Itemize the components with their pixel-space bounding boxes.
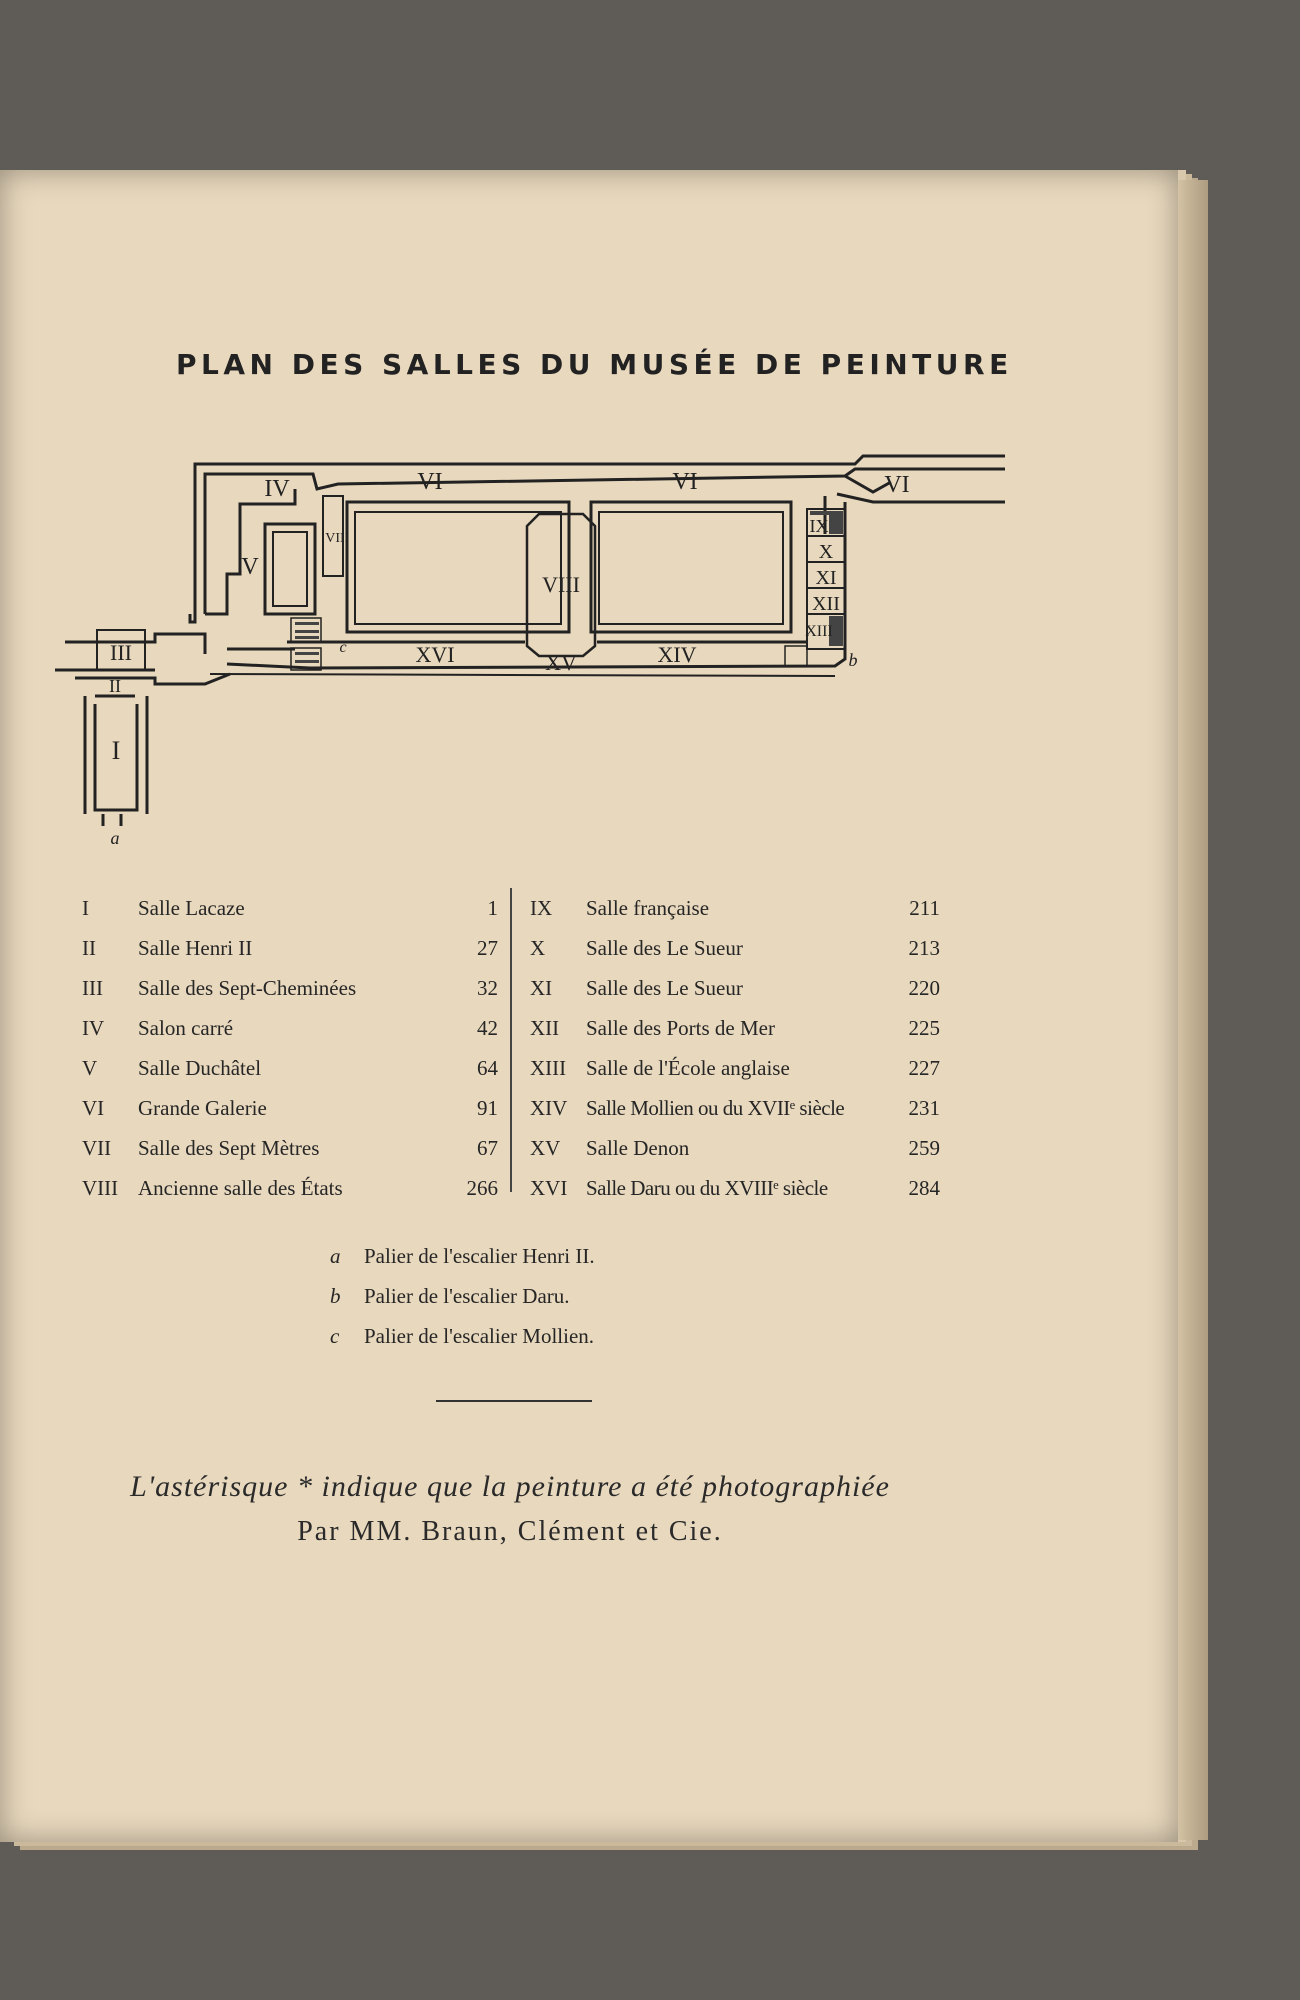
asterisk-note: L'astérisque * indique que la peinture a été photographiée [130, 1470, 890, 1503]
plan-label-viii: VIII [542, 572, 580, 597]
plan-label-iii: III [110, 640, 132, 665]
plan-label-b: b [848, 650, 858, 670]
plan-label-xvi: XVI [415, 642, 455, 667]
plan-label-ix: IX [809, 516, 829, 536]
plan-label-a: a [110, 828, 120, 848]
plan-label-ii: II [109, 676, 121, 696]
plan-label-iv: IV [264, 476, 290, 502]
plan-label-xiv: XIV [657, 642, 697, 667]
plan-label-v: V [241, 554, 259, 580]
landing-item: c Palier de l'escalier Mollien. [330, 1324, 595, 1348]
landing-item: b Palier de l'escalier Daru. [330, 1284, 570, 1308]
plan-label-xi: XI [815, 567, 837, 589]
plan-label-vi-3: VI [884, 472, 910, 498]
plan-label-xv: XV [545, 650, 577, 675]
column-divider [510, 888, 512, 1192]
plan-label-x: X [818, 541, 834, 563]
floor-plan [55, 434, 1015, 854]
plan-label-vi-2: VI [672, 469, 698, 495]
plan-label-c: c [339, 639, 347, 656]
book-page: PLAN DES SALLES DU MUSÉE DE PEINTURE IV VI VI VI V VII VIII IX X XI XII XIII III II I XVI XV XIV a b c I Salle Lacaze 1 II Salle Henri II 27 III Salle des Sept-Cheminées 32 IV Salon carré 42 V Salle Duchâtel 64 VI Grande Galerie 91 VII Salle des Sept Mètres 67 VIII Ancienne salle des États 266 IX Salle française 211 X Salle des Le Sueur 213 XI Salle des Le Sueur 220 XII Salle des Ports de Mer 225 XIII Salle de l'École anglaise 227 XIV Salle Mollien ou du XVIIᵉ siècle 231 XV Salle Denon 259 XVI Salle Daru ou du XVIIIᵉ siècle 284 a Palier de l'escalier Henri II. b Palier de l'escalier Daru. c Palier de l'escalier Mollien. L'astérisque * indique que la peinture a été photographiée Par MM. Braun, Clément et Cie. [0, 170, 1178, 1842]
plan-label-vii: VII [325, 531, 345, 546]
plan-label-xii: XII [812, 593, 840, 615]
plan-label-vi-1: VI [417, 469, 443, 495]
page-title: PLAN DES SALLES DU MUSÉE DE PEINTURE [176, 348, 1013, 381]
plan-label-i: I [111, 736, 121, 765]
separator-rule [436, 1400, 592, 1402]
landing-item: a Palier de l'escalier Henri II. [330, 1244, 595, 1268]
photographer-credit: Par MM. Braun, Clément et Cie. [297, 1516, 723, 1547]
plan-label-xiii: XIII [805, 623, 833, 640]
